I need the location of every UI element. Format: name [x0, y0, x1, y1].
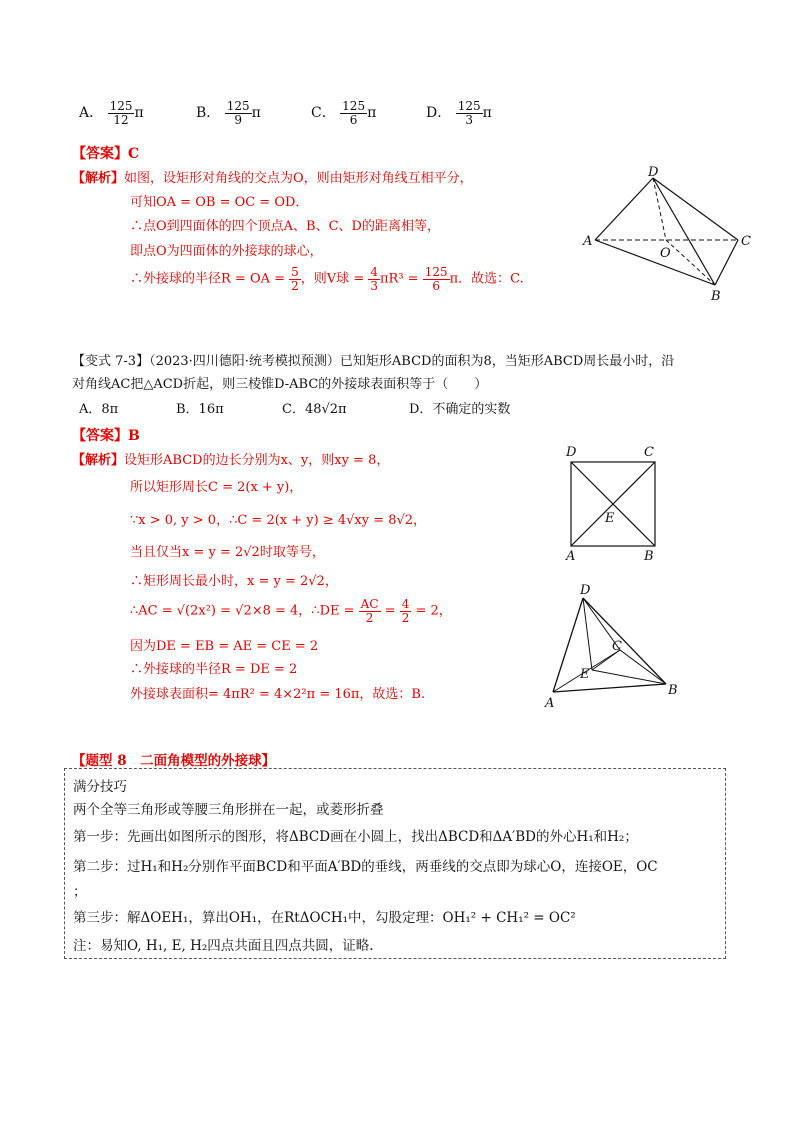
- sq-label-b: B: [644, 549, 654, 562]
- q73-analysis-line-5: ∴矩形周长最小时，x = y = 2√2，: [130, 574, 338, 589]
- option-a: A． $\frac{125}{12}$ π: [79, 99, 144, 127]
- label-o: O: [660, 246, 671, 261]
- py-label-d: D: [580, 583, 591, 598]
- q73-analysis-line-2: 所以矩形周长C = 2(x + y)，: [130, 480, 303, 495]
- q73-title-line-2: 对角线AC把△ACD折起，则三棱锥D-ABC的外接球表面积等于（ ）: [72, 377, 488, 392]
- tetrahedron-figure: [580, 160, 770, 310]
- q7-analysis-line-1: 【解析】如图，设矩形对角线的交点为O，则由矩形对角线互相平分，: [72, 171, 473, 186]
- py-label-c: C: [612, 639, 622, 654]
- sq-label-a: A: [566, 549, 576, 562]
- py-edge-ab: [553, 684, 666, 692]
- option-b: B． $\frac{125}{9}$ π: [196, 99, 261, 127]
- q73-option-d: D．不确定的实数: [409, 402, 511, 417]
- py-edge-da: [553, 598, 583, 692]
- topic-heading: 【题型 8 二面角模型的外接球】: [72, 753, 276, 769]
- edge-dc: [653, 178, 738, 240]
- tip-line-6: 注：易知O, H₁, E, H₂四点共面且四点共圆，证略.: [73, 938, 374, 954]
- edge-db: [653, 178, 715, 285]
- tips-title: 满分技巧: [73, 779, 127, 795]
- edge-do: [653, 178, 666, 240]
- tip-line-2: 第一步：先画出如图所示的图形，将ΔBCD画在小圆上，找出ΔBCD和ΔA′BD的外心H₁和H₂；: [73, 829, 638, 845]
- tip-line-3: 第二步：过H₁和H₂分别作平面BCD和平面A′BD的垂线，两垂线的交点即为球心O，连接OE，OC: [73, 859, 658, 875]
- py-edge-cb: [620, 650, 666, 684]
- q7-answer: 【答案】C: [72, 146, 140, 162]
- q73-answer: 【答案】B: [72, 428, 140, 444]
- q73-analysis-line-4: 当且仅当x = y = 2√2时取等号，: [130, 545, 325, 560]
- tip-line-5: 第三步：解ΔOEH₁，算出OH₁，在RtΔOCH₁中，勾股定理：OH₁² + CH₁² = OC²: [73, 910, 576, 926]
- tip-line-1: 两个全等三角形或等腰三角形拼在一起，或菱形折叠: [73, 802, 384, 818]
- label-a: A: [583, 234, 593, 249]
- q7-analysis-line-3: ∴点O到四面体的四个顶点A、B、C、D的距离相等，: [130, 219, 440, 234]
- q73-option-c: C．48√2π: [282, 402, 347, 417]
- q73-analysis-line-1: 【解析】设矩形ABCD的边长分别为x、y，则xy = 8，: [72, 453, 390, 468]
- edge-ob: [666, 240, 715, 285]
- edge-ab: [595, 240, 715, 285]
- q73-analysis-line-7: 因为DE = EB = AE = CE = 2: [130, 639, 319, 654]
- tips-box: [64, 768, 726, 959]
- py-label-b: B: [668, 683, 678, 698]
- pyramid-figure: [540, 578, 690, 714]
- q7-analysis-line-2: 可知OA = OB = OC = OD．: [130, 195, 309, 210]
- square-figure: [560, 440, 670, 562]
- q73-title-line-1: 【变式 7-3】（2023·四川德阳·统考模拟预测）已知矩形ABCD的面积为8，当矩形ABCD周长最小时，沿: [72, 354, 675, 369]
- option-c: C． $\frac{125}{6}$ π: [311, 99, 377, 127]
- q7-analysis-line-5: ∴外接球的半径R = OA = $\frac{5}{2}$ ，则V球 = $\frac{4}{3}$ πR³ = $\frac{125}{6}$ π．故选：C.: [130, 265, 524, 293]
- q73-analysis-line-6: ∴AC = √(2x²) = √2×8 = 4，∴DE = $\frac{AC}{2}$ = $\frac{4}{2}$ = 2，: [130, 597, 452, 625]
- tip-line-4: ；: [73, 884, 87, 900]
- py-label-e: E: [580, 667, 590, 682]
- sq-label-c: C: [644, 445, 654, 460]
- label-b: B: [711, 289, 721, 304]
- label-d: D: [648, 165, 659, 180]
- q73-analysis-line-8: ∴外接球的半径R = DE = 2: [130, 662, 298, 677]
- label-c: C: [741, 234, 751, 249]
- q73-analysis-line-9: 外接球表面积= 4πR² = 4×2²π = 16π，故选：B.: [130, 687, 426, 702]
- q7-analysis-line-4: 即点O为四面体的外接球的球心，: [130, 244, 323, 259]
- py-label-a: A: [545, 696, 555, 711]
- edge-cb: [715, 240, 738, 285]
- q73-option-b: B．16π: [176, 402, 224, 417]
- option-d: D． $\frac{125}{3}$ π: [426, 99, 492, 127]
- q73-option-a: A．8π: [79, 402, 119, 417]
- sq-label-e: E: [605, 511, 615, 526]
- sq-label-d: D: [566, 445, 577, 460]
- edge-da: [595, 178, 653, 240]
- q73-analysis-line-3: ∵x > 0, y > 0，∴C = 2(x + y) ≥ 4√xy = 8√2，: [130, 513, 427, 528]
